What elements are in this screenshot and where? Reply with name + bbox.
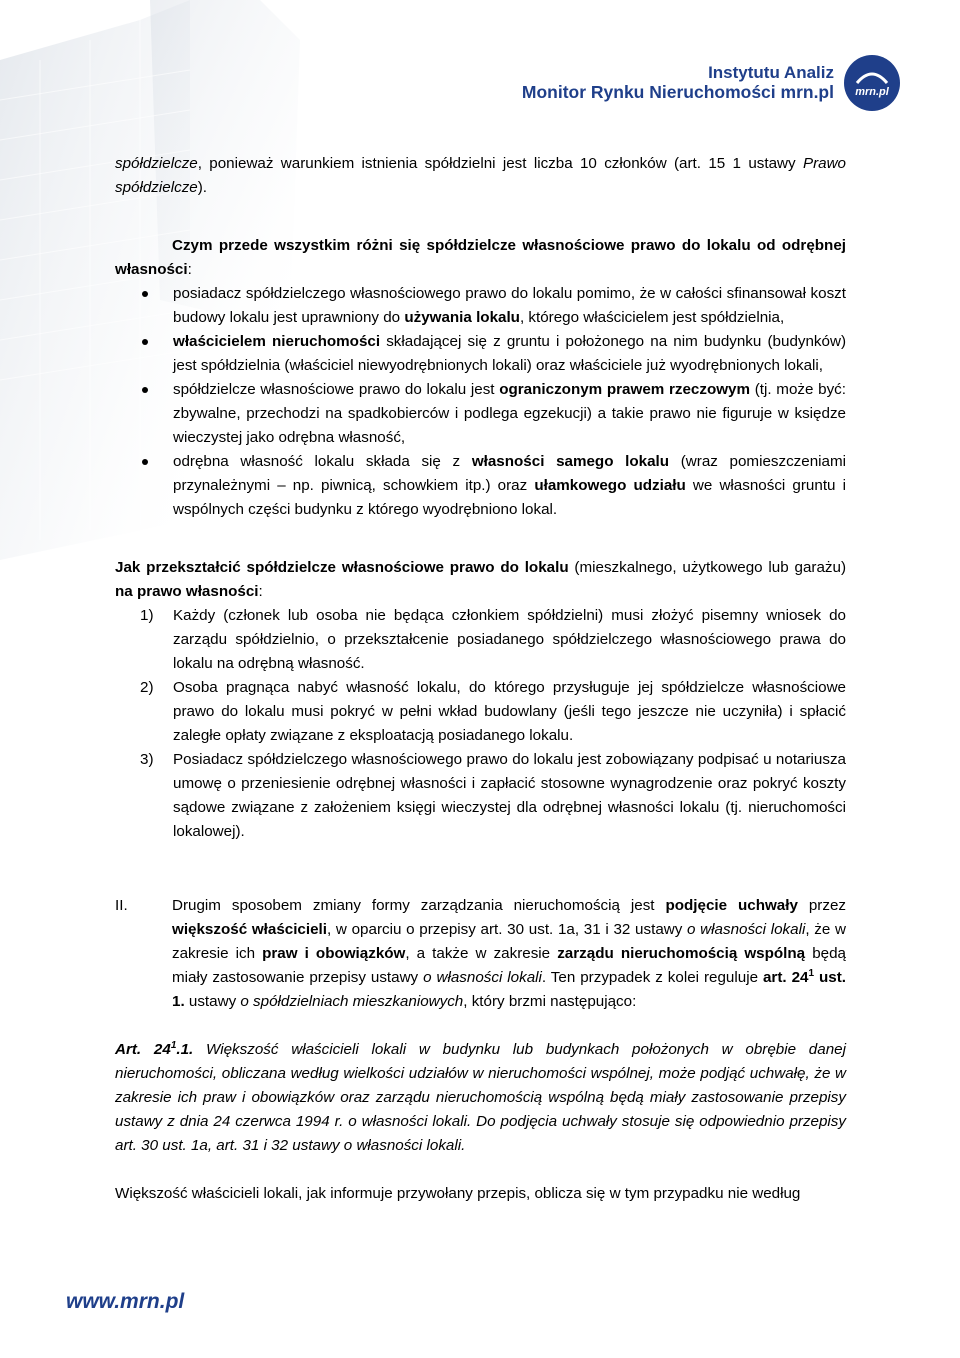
logo-line-1: Instytutu Analiz (708, 63, 834, 83)
logo-line-2: Monitor Rynku Nieruchomości mrn.pl (521, 81, 834, 102)
list-item: posiadacz spółdzielczego własnościowego prawo do lokalu pomimo, że w całości sfinansował koszt budowy lokalu jest uprawniony do używania lokalu, którego właścicielem jest spółdzielnia, (115, 282, 846, 330)
list-item: odrębna własność lokalu składa się z własności samego lokalu (wraz pomieszczeniami przynależnymi – np. piwnicą, schowkiem itp.) oraz ułamkowego udziału we własności gruntu i wspólnych części budynku z którego wyodrębniono lokal. (115, 450, 846, 522)
list-item: spółdzielcze własnościowe prawo do lokalu jest ograniczonym prawem rzeczowym (tj. może być: zbywalne, przechodzi na spadkobierców i podlega egzekucji) a takie prawo nie figuruje w księdze wieczystej jako odrębna własność, (115, 378, 846, 450)
list-item: 1) Każdy (członek lub osoba nie będąca członkiem spółdzielni) musi złożyć pisemny wniosek do zarządu spółdzielnio, o przekształcenie posiadanego spółdzielczego własnościowego prawa do lokalu na odrębną własność. (140, 607, 846, 672)
article-quote: Art. $24^1.1$. Większość właścicieli lokali w budynku lub budynkach położonych w obrębie danej nieruchomości, obliczana według wielkości udziałów w nieruchomości wspólnej, może podjąć uchwałę, że w zakresie ich praw i obowiązków oraz zarządu nieruchomością wspólną będą miały zastosowanie przepisy ustawy z dnia 24 czerwca 1994 r. o własności lokali. Do podjęcia uchwały stosuje się odpowiednio przepisy art. 30 ust. 1a, art. 31 i 32 ustawy o własności lokali. (115, 1040, 846, 1154)
paragraph-last: Większość właścicieli lokali, jak informuje przywołany przepis, oblicza się w tym przypadku nie według (115, 1185, 801, 1202)
section-number: II. (115, 897, 128, 914)
conversion-steps-list (115, 604, 846, 844)
text: : (187, 261, 192, 278)
footer-url: www.mrn.pl (66, 1290, 185, 1313)
paragraph-conversion-heading: Jak przekształcić spółdzielcze własnościowe prawo do lokalu (mieszkalnego, użytkowego lub garażu) na prawo własności: (115, 559, 847, 600)
paragraph-continuation (115, 152, 846, 200)
text-italic: spółdzielcze (115, 155, 198, 172)
list-item: właścicielem nieruchomości składającej się z gruntu i położonego na nim budynku (budynków) jest spółdzielnia (właściciel niewyodrębnionych lokali) oraz właściciele już wyodrębnionych lokali, (115, 330, 846, 378)
section-ii: II. Drugim sposobem zmiany formy zarządzania nieruchomością jest podjęcie uchwały przez większość właścicieli, w oparciu o przepisy art. 30 ust. 1a, 31 i 32 ustawy o własności lokali, że w zakresie ich praw i obowiązków, a także w zakresie zarządu nieruchomością wspólną będą miały zastosowanie przepisy ustawy o własności lokali. Ten przypadek z kolei reguluje art. $24^1$ ust. 1. ustawy o spółdzielniach mieszkaniowych, który brzmi następująco: (115, 894, 846, 1014)
logo-badge (844, 55, 900, 111)
roof-icon (855, 69, 889, 85)
document-body (115, 152, 846, 1206)
differences-list (115, 282, 846, 522)
list-item: 2) Osoba pragnąca nabyć własność lokalu, do którego przysługuje jej spółdzielcze własnościowe prawo do lokalu musi pokryć w pełni wkład budowlany (jeśli tego jeszcze nie uczyniła) i spłacić zaległe opłaty związane z eksploatacją posiadanego lokalu. (140, 679, 846, 744)
text: ). (197, 179, 208, 196)
paragraph-differences-heading (115, 234, 846, 282)
logo-badge-text: mrn.pl (855, 85, 889, 98)
header-logo (522, 58, 900, 108)
text-bold: Czym przede wszystkim różni się spółdzielcze własnościowe prawo do lokalu od odrębnej własności (115, 237, 846, 278)
text-italic: Prawo spółdzielcze (115, 155, 846, 196)
list-item: 3) Posiadacz spółdzielczego własnościowego prawo do lokalu jest zobowiązany podpisać u notariusza umowę o przeniesienie odrębnej własności i zapłacić stosowne wynagrodzenie oraz pokryć koszty sądowe związane z założeniem księgi wieczystej dla odrębnej własności lokalu (tj. nieruchomości lokalowej). (140, 751, 846, 840)
text: , ponieważ warunkiem istnienia spółdzielni jest liczba 10 członków (art. 15 1 ustawy (197, 155, 803, 172)
